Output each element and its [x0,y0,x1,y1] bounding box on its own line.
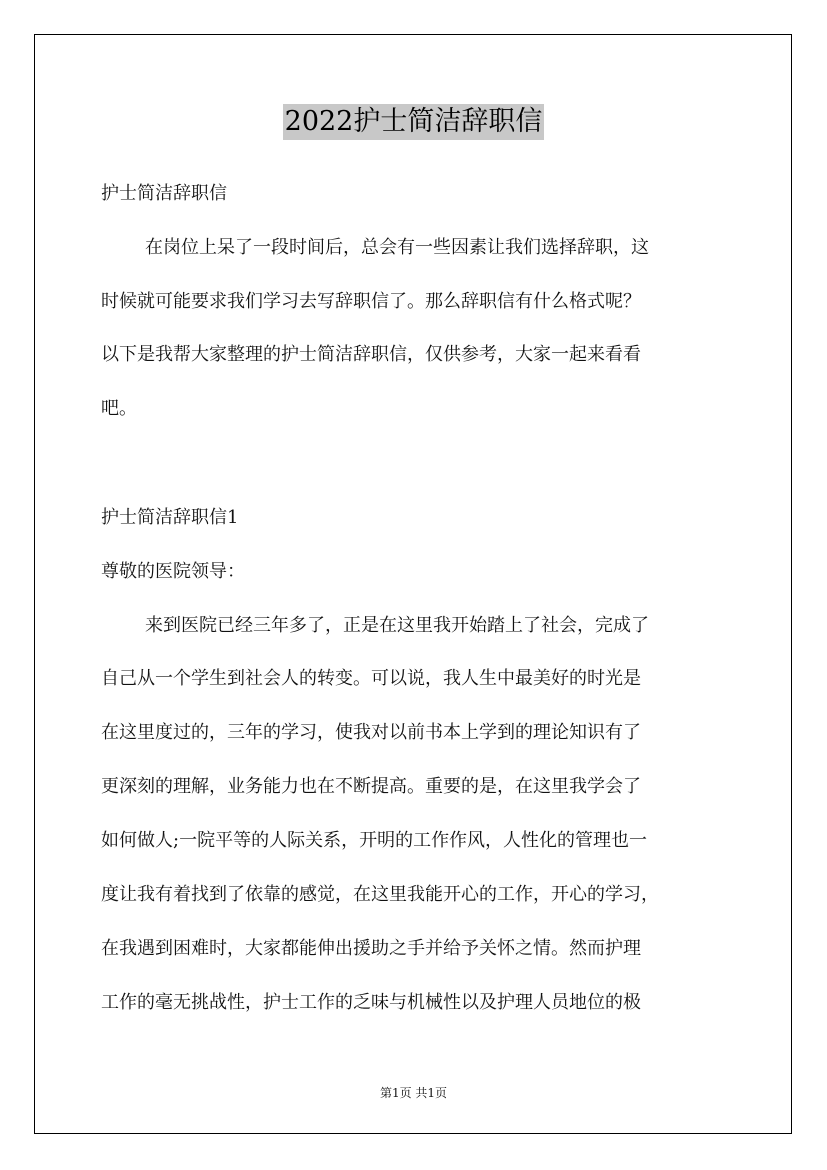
intro-paragraph-line-4: 吧。 [101,398,137,419]
letter-body-line-5: 如何做人;一院平等的人际关系，开明的工作作风，人性化的管理也一 [101,830,648,851]
title-container [0,104,827,140]
letter-body-line-3: 在这里度过的，三年的学习，使我对以前书本上学到的理论知识有了 [101,722,641,743]
letter-salutation: 尊敬的医院领导： [101,561,245,582]
intro-paragraph-line-3: 以下是我帮大家整理的护士简洁辞职信，仅供参考，大家一起来看看 [101,344,641,365]
letter-body-line-2: 自己从一个学生到社会人的转变。可以说，我人生中最美好的时光是 [101,668,641,689]
letter-body-line-1: 来到医院已经三年多了，正是在这里我开始踏上了社会，完成了 [145,615,649,636]
document-title: 2022护士简洁辞职信 [283,104,545,140]
letter-heading: 护士简洁辞职信1 [101,507,239,528]
section-heading: 护士简洁辞职信 [101,183,227,204]
page-footer: 第1页 共1页 [379,1086,448,1100]
intro-paragraph-line-2: 时候就可能要求我们学习去写辞职信了。那么辞职信有什么格式呢？ [101,291,641,312]
letter-body-line-6: 度让我有着找到了依靠的感觉，在这里我能开心的工作，开心的学习， [101,884,659,905]
intro-paragraph-line-1: 在岗位上呆了一段时间后，总会有一些因素让我们选择辞职，这 [145,237,649,258]
letter-body-line-8: 工作的毫无挑战性，护士工作的乏味与机械性以及护理人员地位的极 [101,992,641,1013]
letter-body-line-4: 更深刻的理解，业务能力也在不断提高。重要的是，在这里我学会了 [101,776,641,797]
letter-body-line-7: 在我遇到困难时，大家都能伸出援助之手并给予关怀之情。然而护理 [101,938,641,959]
